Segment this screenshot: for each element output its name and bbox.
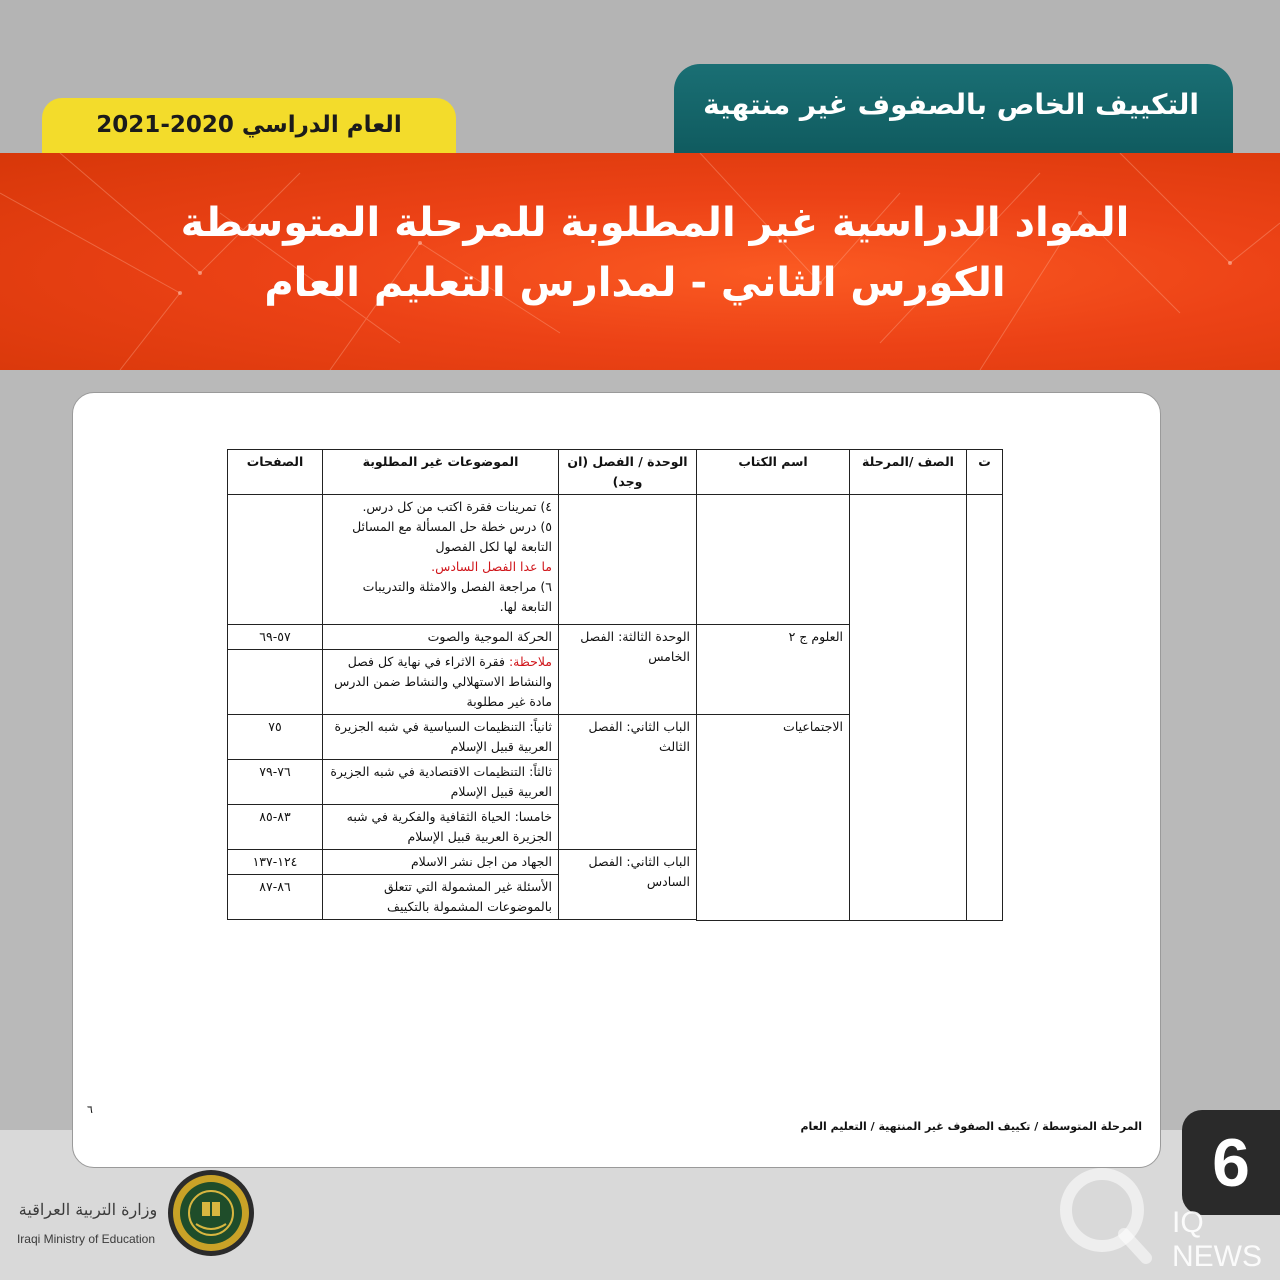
unit-cell: الباب الثاني: الفصل الثالث (559, 715, 697, 850)
unit-cell: الوحدة الثالثة: الفصل الخامس (559, 625, 697, 715)
book-cell: الاجتماعيات (697, 715, 850, 921)
adaptation-tab (674, 64, 1233, 158)
page-number-badge (1182, 1110, 1280, 1215)
banner-title-line1: المواد الدراسية غير المطلوبة للمرحلة المتوسطة (180, 200, 1130, 246)
pages-cell (228, 495, 323, 625)
document-footer: المرحلة المتوسطة / تكييف الصفوف غير المنتهية / التعليم العام (800, 1120, 1142, 1133)
topic-cell: خامسا: الحياة الثقافية والفكرية في شبه الجزيرة العربية قبيل الإسلام (323, 805, 559, 850)
iq-news-logo-text: IQ NEWS (1172, 1206, 1262, 1273)
topic-cell: ثالثاً: التنظيمات الاقتصادية في شبه الجزيرة العربية قبيل الإسلام (323, 760, 559, 805)
topic-line-highlight: ما عدا الفصل السادس. (431, 559, 552, 574)
academic-year-tab (42, 98, 456, 158)
topic-cell (323, 495, 559, 625)
topic-cell: الحركة الموجية والصوت (323, 625, 559, 650)
pages-cell: ٨٣-٨٥ (228, 805, 323, 850)
table-row (228, 495, 1003, 625)
pages-cell (228, 650, 323, 715)
header-unit: الوحدة / الفصل (ان وجد) (559, 450, 697, 495)
iq-news-watermark-icon (1054, 1162, 1164, 1272)
banner-title-line2: الكورس الثاني - لمدارس التعليم العام (264, 260, 1006, 306)
ministry-emblem-icon (166, 1168, 256, 1258)
index-cell (967, 495, 1003, 921)
banner-title (0, 193, 1280, 313)
header-pages: الصفحات (228, 450, 323, 495)
book-cell (697, 495, 850, 625)
pages-cell: ٧٥ (228, 715, 323, 760)
topic-cell: ثانياً: التنظيمات السياسية في شبه الجزيرة العربية قبيل الإسلام (323, 715, 559, 760)
header-stage: الصف /المرحلة (850, 450, 967, 495)
pages-cell: ١٢٤-١٣٧ (228, 850, 323, 875)
note-text: فقرة الاثراء في نهاية كل فصل والنشاط الاستهلالي والنشاط ضمن الدرس مادة غير مطلوبة (334, 654, 552, 709)
topic-cell: الأسئلة غير المشمولة التي تتعلق بالموضوعات المشمولة بالتكييف (323, 875, 559, 920)
spacer-cell (559, 920, 697, 921)
topic-line: ٤) تمرينات فقرة اكتب من كل درس. (362, 499, 552, 514)
ministry-name-english: Iraqi Ministry of Education (16, 1232, 156, 1246)
document-page-number: ٦ (87, 1103, 93, 1116)
pages-cell: ٥٧-٦٩ (228, 625, 323, 650)
ministry-name-arabic: وزارة التربية العراقية (18, 1200, 158, 1219)
document-card (72, 392, 1161, 1168)
topic-line: ٥) درس خطة حل المسألة مع المسائل التابعة لها لكل الفصول (352, 519, 552, 554)
header-index: ت (967, 450, 1003, 495)
title-banner (0, 153, 1280, 370)
curriculum-table (227, 449, 1003, 921)
topic-line: ٦) مراجعة الفصل والامثلة والتدريبات التابعة لها. (362, 579, 552, 614)
topic-cell (323, 650, 559, 715)
unit-cell (559, 495, 697, 625)
spacer-cell (323, 920, 559, 921)
stage-cell (850, 495, 967, 921)
adaptation-tab-label: التكييف الخاص بالصفوف غير منتهية (703, 87, 1199, 121)
header-book: اسم الكتاب (697, 450, 850, 495)
page-number: 6 (1212, 1124, 1250, 1201)
book-cell: العلوم ج ٢ (697, 625, 850, 715)
note-label: ملاحظة: (508, 654, 552, 669)
academic-year-label: العام الدراسي 2020-2021 (96, 112, 402, 138)
pages-cell: ٨٦-٨٧ (228, 875, 323, 920)
topic-cell: الجهاد من اجل نشر الاسلام (323, 850, 559, 875)
unit-cell: الباب الثاني: الفصل السادس (559, 850, 697, 920)
pages-cell: ٧٦-٧٩ (228, 760, 323, 805)
header-topics: الموضوعات غير المطلوبة (323, 450, 559, 495)
table-header-row (228, 450, 1003, 495)
